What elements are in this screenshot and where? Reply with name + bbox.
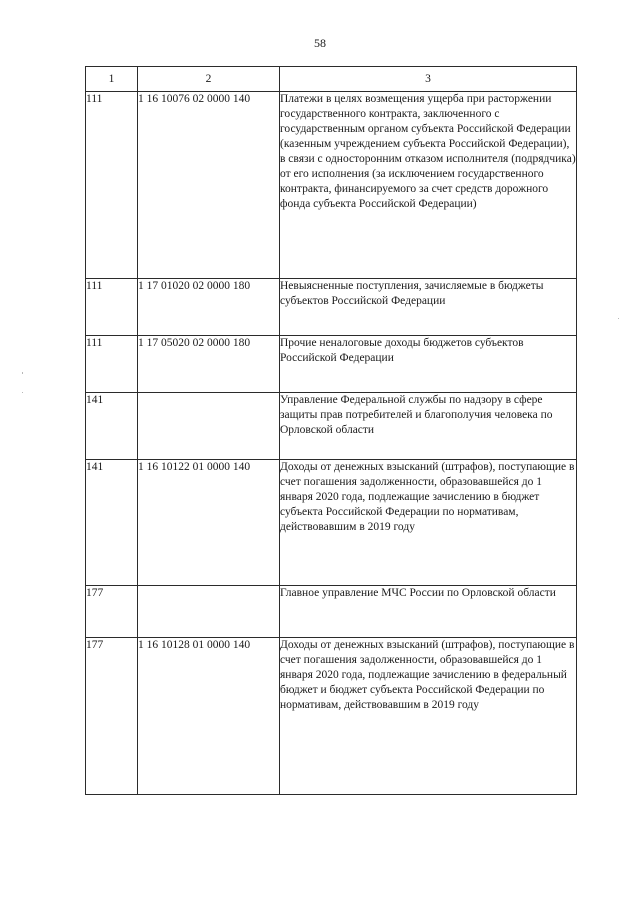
description-cell: Доходы от денежных взысканий (штрафов), поступающие в счет погашения задолженности, образовавшейся до 1 января 2020 года, подлежащие зачислению в федеральный бюджет и бюджет субъекта Российской Федерации по нормативам, действовавшим в 2019 году	[280, 638, 577, 795]
budget-code-cell: 1 17 05020 02 0000 180	[138, 336, 280, 393]
column-header-1: 1	[86, 67, 138, 92]
scan-artifact	[22, 372, 23, 374]
table-row	[86, 279, 577, 336]
admin-code-cell: 111	[86, 336, 138, 393]
table-row	[86, 638, 577, 795]
description-cell: Доходы от денежных взысканий (штрафов), поступающие в счет погашения задолженности, образовавшейся до 1 января 2020 года, подлежащие зачислению в бюджет субъекта Российской Федерации по нормативам, действовавшим в 2019 году	[280, 460, 577, 586]
admin-code-cell: 141	[86, 393, 138, 460]
column-header-2: 2	[138, 67, 280, 92]
admin-code-cell: 111	[86, 279, 138, 336]
budget-code-cell: 1 17 01020 02 0000 180	[138, 279, 280, 336]
table-row	[86, 336, 577, 393]
admin-code-cell: 111	[86, 92, 138, 279]
budget-code-cell	[138, 393, 280, 460]
table-row	[86, 460, 577, 586]
table-header-row	[86, 67, 577, 92]
page-number: 58	[314, 36, 326, 50]
admin-code-cell: 177	[86, 586, 138, 638]
description-cell: Главное управление МЧС России по Орловской области	[280, 586, 577, 638]
budget-code-cell	[138, 586, 280, 638]
table-row	[86, 586, 577, 638]
column-header-3: 3	[280, 67, 577, 92]
budget-code-cell: 1 16 10122 01 0000 140	[138, 460, 280, 586]
description-cell: Невыясненные поступления, зачисляемые в бюджеты субъектов Российской Федерации	[280, 279, 577, 336]
budget-code-cell: 1 16 10076 02 0000 140	[138, 92, 280, 279]
budget-code-cell: 1 16 10128 01 0000 140	[138, 638, 280, 795]
admin-code-cell: 141	[86, 460, 138, 586]
description-cell: Прочие неналоговые доходы бюджетов субъектов Российской Федерации	[280, 336, 577, 393]
revenue-codes-table	[85, 66, 577, 795]
table-row	[86, 92, 577, 279]
scan-artifact	[22, 392, 23, 393]
description-cell: Платежи в целях возмещения ущерба при расторжении государственного контракта, заключенного с государственным органом субъекта Российской Федерации (казенным учреждением субъекта Российской Федерации), в связи с односторонним отказом исполнителя (подрядчика) от его исполнения (за исключением государственного контракта, финансируемого за счет средств дорожного фонда субъекта Российской Федерации)	[280, 92, 577, 279]
scan-artifact	[618, 318, 619, 319]
description-cell: Управление Федеральной службы по надзору в сфере защиты прав потребителей и благополучия человека по Орловской области	[280, 393, 577, 460]
table-row	[86, 393, 577, 460]
admin-code-cell: 177	[86, 638, 138, 795]
